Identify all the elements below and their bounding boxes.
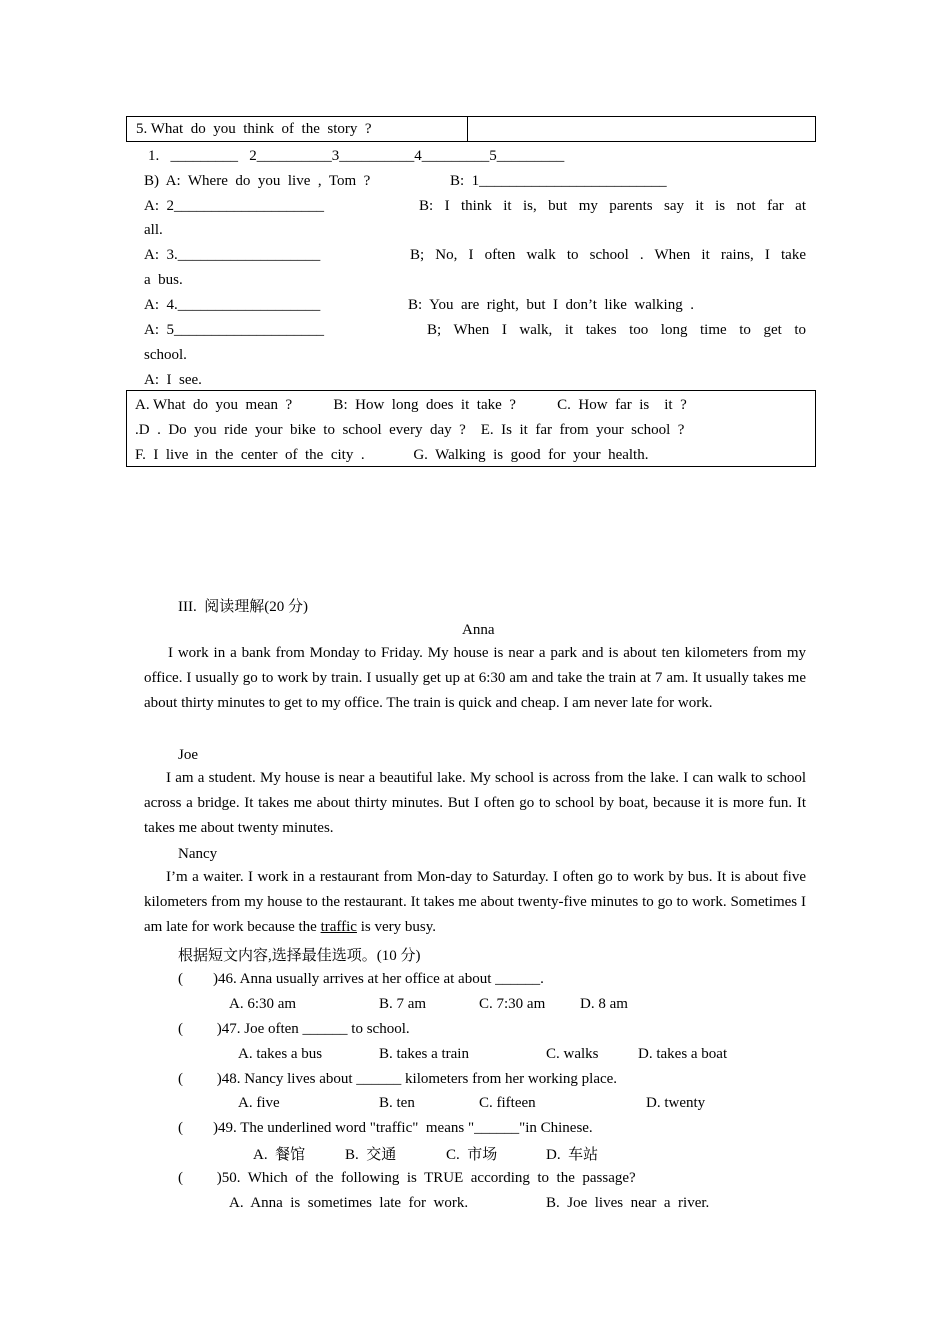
dialog-b-2: B: I think it is, but my parents say it is not far at xyxy=(419,198,806,214)
q46-option-c: C. 7:30 am xyxy=(479,996,546,1012)
joe-paragraph xyxy=(144,766,806,841)
q49-option-d: D. 车站 xyxy=(546,1147,599,1163)
joe-text: I am a student. My house is near a beautiful lake. My school is across from the lake. I can walk to school across a bridge. It takes me about thirty minutes. But I often go to school by boat, because it is more fun. It takes me about twenty minutes. xyxy=(144,770,806,836)
dialog-a-3: A: 3.___________________ xyxy=(144,247,321,263)
q48-option-a: A. five xyxy=(238,1095,280,1111)
q46-option-d: D. 8 am xyxy=(580,996,628,1012)
dialog-a-1: B) A: Where do you live , Tom ? xyxy=(144,173,371,189)
option-line-2: .D . Do you ride your bike to school every day ? E. Is it far from your school ? xyxy=(135,422,685,438)
anna-paragraph xyxy=(144,641,806,716)
q46-option-a: A. 6:30 am xyxy=(229,996,297,1012)
instruction: 根据短文内容,选择最佳选项。(10 分) xyxy=(178,948,421,964)
dialog-a-5: A: 5____________________ xyxy=(144,322,324,338)
traffic-underlined: traffic xyxy=(320,919,357,935)
dialog-b-1: B: 1_________________________ xyxy=(450,173,667,189)
answer-blanks: 1. _________ 2__________3__________4_________5_________ xyxy=(148,148,565,164)
nancy-text-1: I’m a waiter. I work in a restaurant from Mon-day to Saturday. I often go to work by bus. It is about five kilometers from my house to the restaurant. It takes me about twenty-five minutes to go to work. Sometimes I am late for work because the xyxy=(144,869,806,935)
nancy-paragraph xyxy=(144,865,806,940)
option-line-1: A. What do you mean ? B: How long does it take ? C. How far is it ? xyxy=(135,397,687,413)
q49-option-a: A. 餐馆 xyxy=(253,1147,306,1163)
dialog-a-2: A: 2____________________ xyxy=(144,198,324,214)
dialog-a-6: A: I see. xyxy=(144,372,202,388)
q47-option-b: B. takes a train xyxy=(379,1046,469,1062)
dialog-cont-2: all. xyxy=(144,222,163,238)
dialog-cont-5: school. xyxy=(144,347,187,363)
q50-option-a: A. Anna is sometimes late for work. xyxy=(229,1195,469,1211)
q48-option-b: B. ten xyxy=(379,1095,415,1111)
table-divider xyxy=(467,117,468,141)
q47-option-c: C. walks xyxy=(546,1046,599,1062)
q48-option-c: C. fifteen xyxy=(479,1095,536,1111)
q50-option-b: B. Joe lives near a river. xyxy=(546,1195,710,1211)
question-47: ( )47. Joe often ______ to school. xyxy=(178,1021,410,1037)
q49-option-c: C. 市场 xyxy=(446,1147,498,1163)
question-50: ( )50. Which of the following is TRUE according to the passage? xyxy=(178,1170,636,1186)
q49-option-b: B. 交通 xyxy=(345,1147,397,1163)
dialog-b-4: B: You are right, but I don’t like walking . xyxy=(408,297,694,313)
nancy-text-2: is very busy. xyxy=(356,919,436,935)
question-46: ( )46. Anna usually arrives at her office at about ______. xyxy=(178,971,544,987)
q47-option-a: A. takes a bus xyxy=(238,1046,323,1062)
anna-text: I work in a bank from Monday to Friday. My house is near a park and is about ten kilometers from my office. I usually go to work by train. I usually get up at 6:30 am and take the train at 7 am. It usually takes me about thirty minutes to get to my office. The train is quick and cheap. I am never late for work. xyxy=(144,645,806,711)
option-line-3: F. I live in the center of the city . G. Walking is good for your health. xyxy=(135,447,649,463)
dialog-a-4: A: 4.___________________ xyxy=(144,297,321,313)
nancy-name: Nancy xyxy=(178,846,218,862)
story-question: 5. What do you think of the story ? xyxy=(136,121,372,137)
question-49: ( )49. The underlined word "traffic" means "______"in Chinese. xyxy=(178,1120,593,1136)
q46-option-b: B. 7 am xyxy=(379,996,427,1012)
q47-option-d: D. takes a boat xyxy=(638,1046,728,1062)
question-48: ( )48. Nancy lives about ______ kilometers from her working place. xyxy=(178,1071,618,1087)
dialog-cont-3: a bus. xyxy=(144,272,183,288)
dialog-b-3: B; No, I often walk to school . When it rains, I take xyxy=(410,247,806,263)
joe-name: Joe xyxy=(178,747,198,763)
q48-option-d: D. twenty xyxy=(646,1095,706,1111)
passage-title: Anna xyxy=(462,622,495,638)
section-heading: III. 阅读理解(20 分) xyxy=(178,599,308,615)
dialog-b-5: B; When I walk, it takes too long time to get to xyxy=(427,322,806,338)
